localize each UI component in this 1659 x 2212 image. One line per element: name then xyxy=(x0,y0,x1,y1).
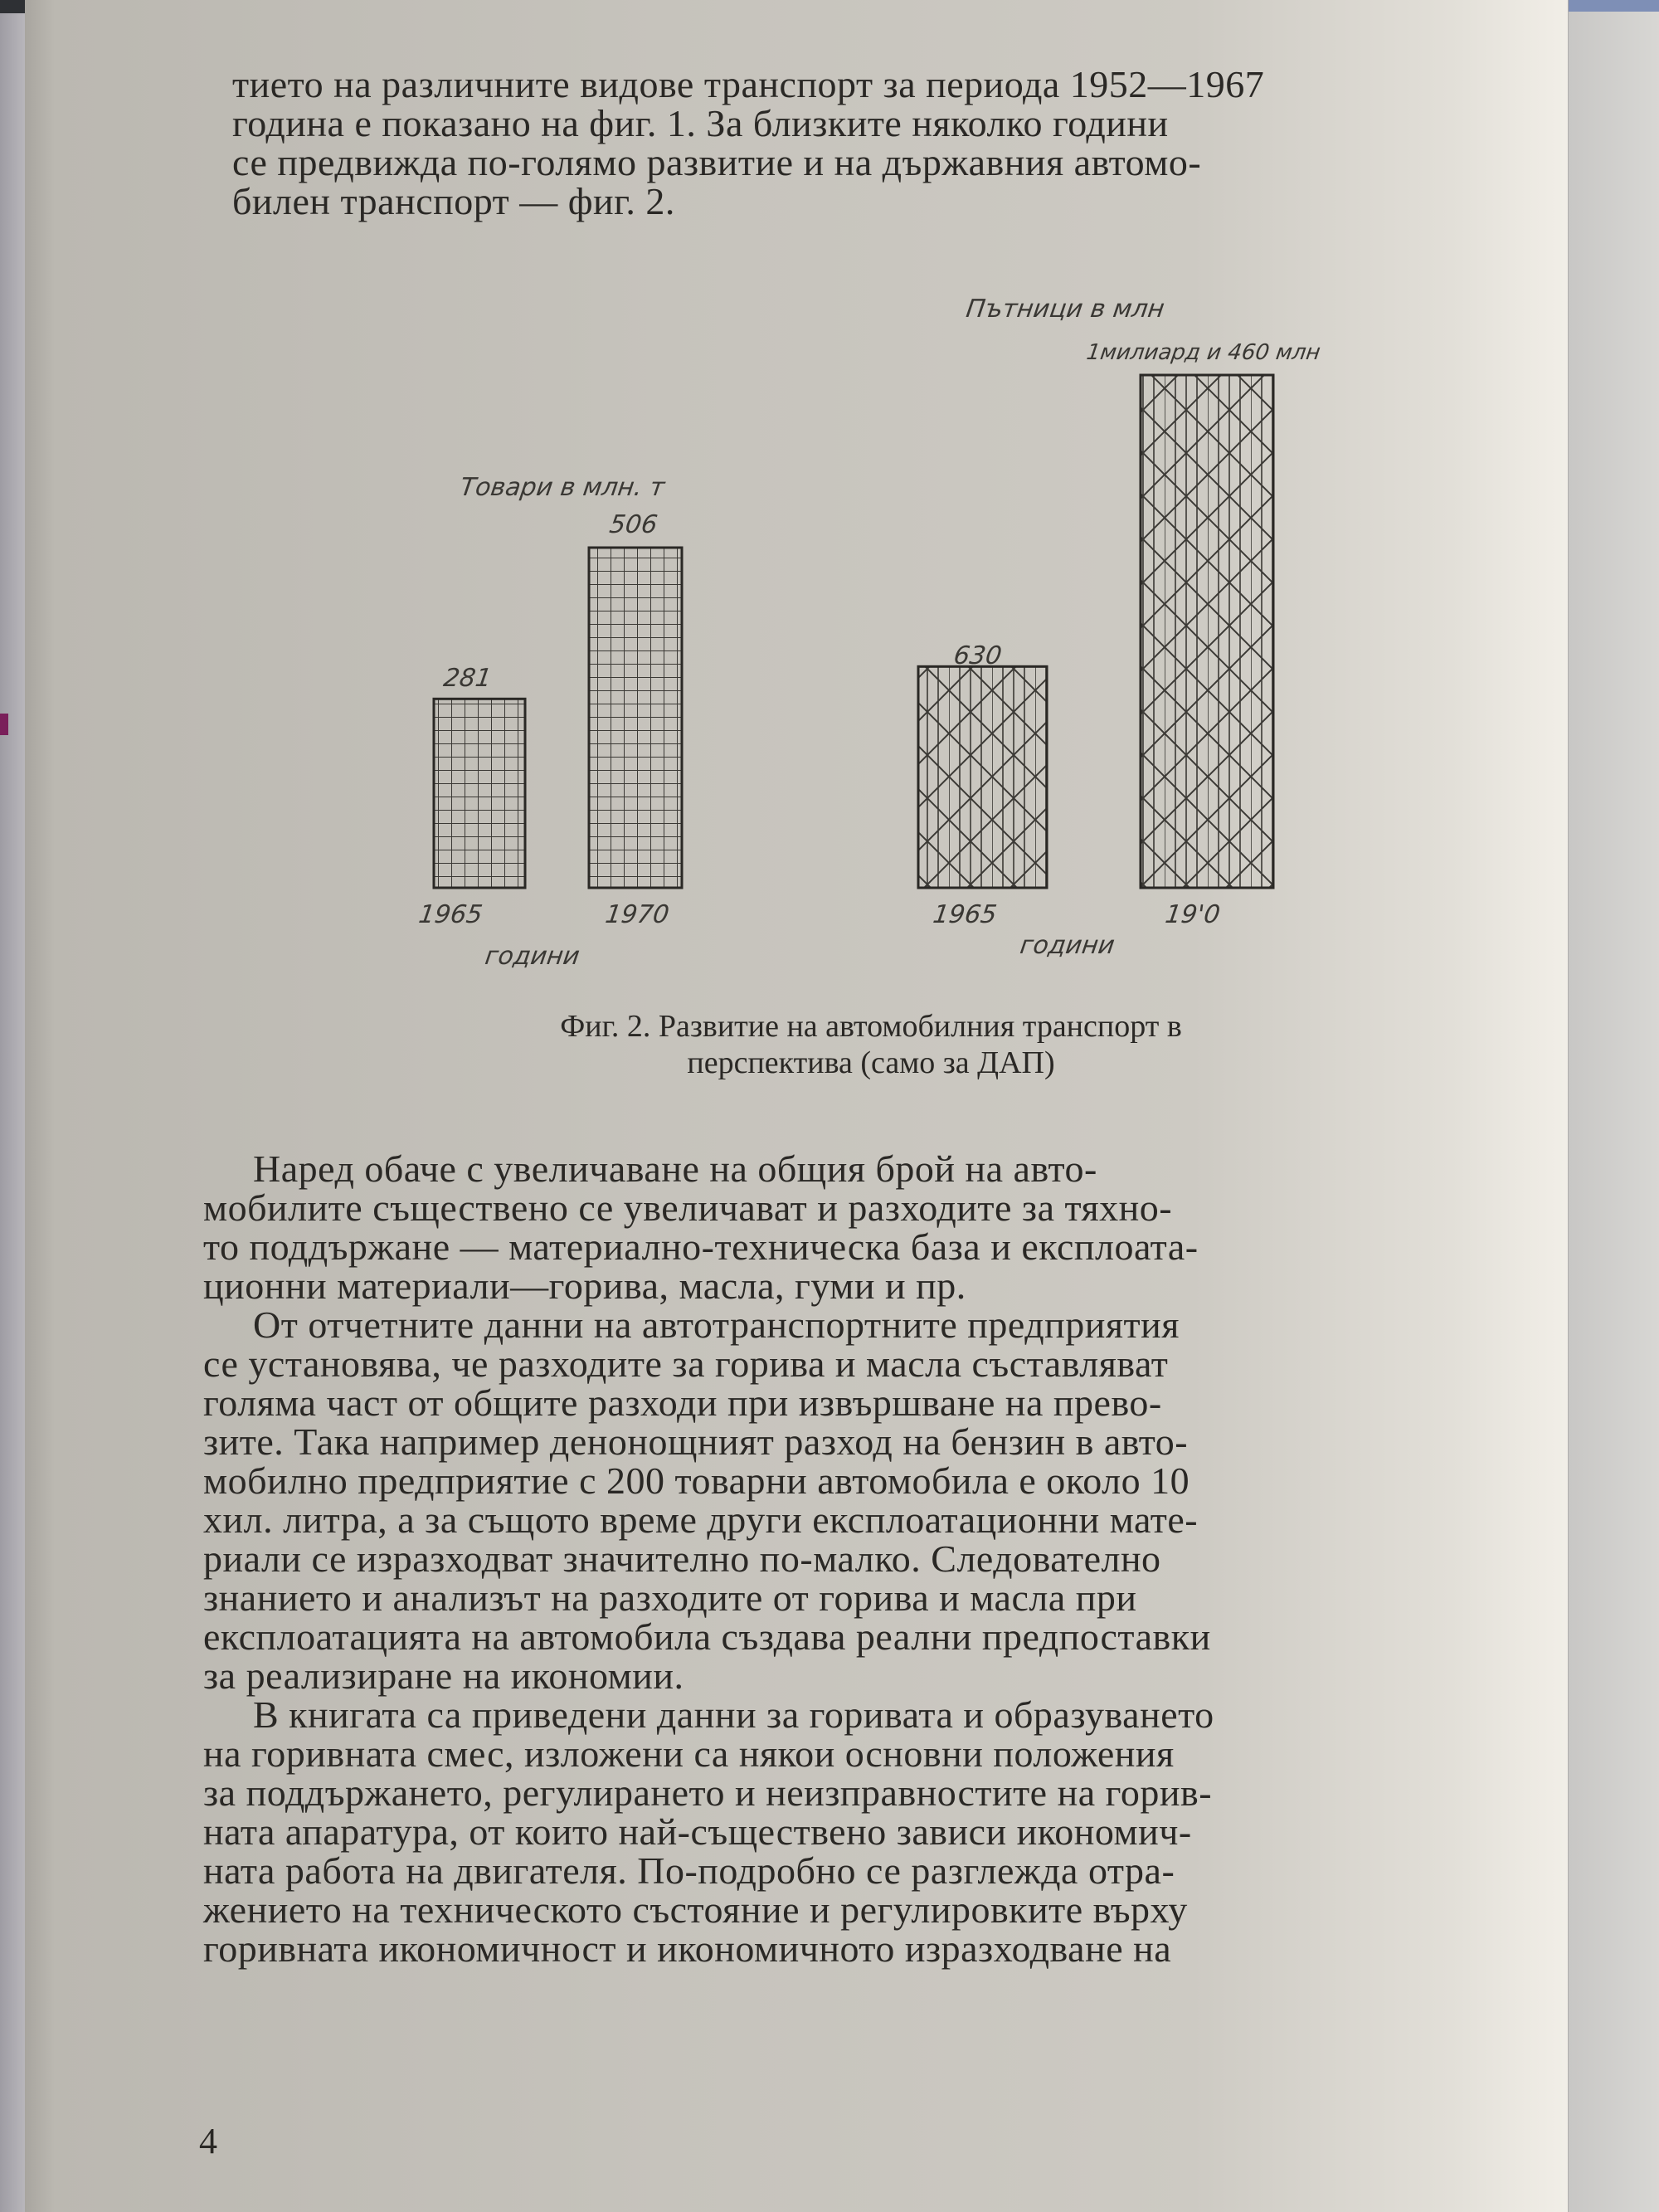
text-line: мобилно предприятие с 200 товарни автомобила е около 10 xyxy=(203,1459,1190,1502)
text-line: В книгата са приведени данни за горивата и образуването xyxy=(253,1693,1214,1736)
figure-caption xyxy=(431,1008,1311,1081)
text-line: тието на различните видове транспорт за периода 1952—1967 xyxy=(232,63,1265,105)
text-line: се предвижда по-голямо развитие и на държавния автомо- xyxy=(232,141,1202,183)
chart-2-xlabel: години xyxy=(1018,931,1117,960)
chart-1-bar-1965 xyxy=(434,699,525,888)
chart-2-bar-1965 xyxy=(918,666,1047,888)
chart-1-title: Товари в млн. т xyxy=(458,473,667,502)
text-line: хил. литра, а за същото време други експлоатационни мате- xyxy=(203,1498,1199,1541)
paragraph-3 xyxy=(203,1695,1522,1968)
text-line: билен транспорт — фиг. 2. xyxy=(232,180,675,222)
text-line: голяма част от общите разходи при извършване на прево- xyxy=(203,1381,1162,1424)
text-line: на горивната смес, изложени са някои основни положения xyxy=(203,1732,1175,1775)
text-line: за поддържането, регулирането и неизправностите на горив- xyxy=(203,1771,1213,1814)
paragraph-2 xyxy=(203,1305,1522,1695)
body-text xyxy=(203,1149,1522,1968)
chart-2-data-label-1: 1милиард и 460 млн xyxy=(1084,340,1322,365)
chart-1-data-label-1: 506 xyxy=(607,510,659,539)
chart-2-data-label-0: 630 xyxy=(951,641,1004,670)
text-line: От отчетните данни на автотранспортните предприятия xyxy=(253,1303,1180,1346)
text-line: риали се изразходват значително по-малко. Следователно xyxy=(203,1537,1161,1580)
chart-1-xtick-1: 1970 xyxy=(603,900,671,929)
text-line: горивната икономичност и икономичното изразходване на xyxy=(203,1927,1172,1970)
chart-1-xtick-0: 1965 xyxy=(416,900,484,929)
chart-2-xtick-0: 1965 xyxy=(931,900,999,929)
chart-1-xlabel: години xyxy=(483,942,581,971)
caption-line: перспектива (само за ДАП) xyxy=(687,1045,1055,1080)
text-line: се установява, че разходите за горива и масла съставляват xyxy=(203,1342,1169,1385)
chart-1-data-label-0: 281 xyxy=(441,664,494,693)
chart-2-bar-19'0 xyxy=(1141,375,1273,888)
text-line: мобилите съществено се увеличават и разходите за тяхно- xyxy=(203,1186,1173,1229)
page-number: 4 xyxy=(199,2121,217,2161)
text-line: ната апаратура, от които най-съществено зависи икономич- xyxy=(203,1810,1192,1853)
text-line: за реализиране на икономии. xyxy=(203,1654,684,1697)
figure-2-chart xyxy=(0,0,1659,996)
text-line: знанието и анализът на разходите от горива и масла при xyxy=(203,1576,1137,1619)
chart-2-title: Пътници в млн xyxy=(964,295,1166,324)
text-line: Наред обаче с увеличаване на общия брой на авто- xyxy=(253,1147,1097,1190)
text-line: експлоатацията на автомобила създава реални предпоставки xyxy=(203,1615,1211,1658)
text-line: ната работа на двигателя. По-подробно се разглежда отра- xyxy=(203,1849,1175,1892)
text-line: зите. Така например денонощният разход на бензин в авто- xyxy=(203,1420,1189,1463)
text-line: то поддържане — материално-техническа база и експлоата- xyxy=(203,1225,1199,1268)
caption-line: Фиг. 2. Развитие на автомобилния транспорт в xyxy=(560,1009,1182,1044)
text-line: жението на техническото състояние и регулировките върху xyxy=(203,1888,1188,1931)
text-line: година е показано на фиг. 1. За близките няколко години xyxy=(232,102,1169,144)
paragraph-1 xyxy=(203,1149,1522,1305)
chart-1-bar-1970 xyxy=(589,548,682,888)
text-line: ционни материали—горива, масла, гуми и пр. xyxy=(203,1264,966,1307)
chart-2-xtick-1: 19'0 xyxy=(1163,900,1222,929)
